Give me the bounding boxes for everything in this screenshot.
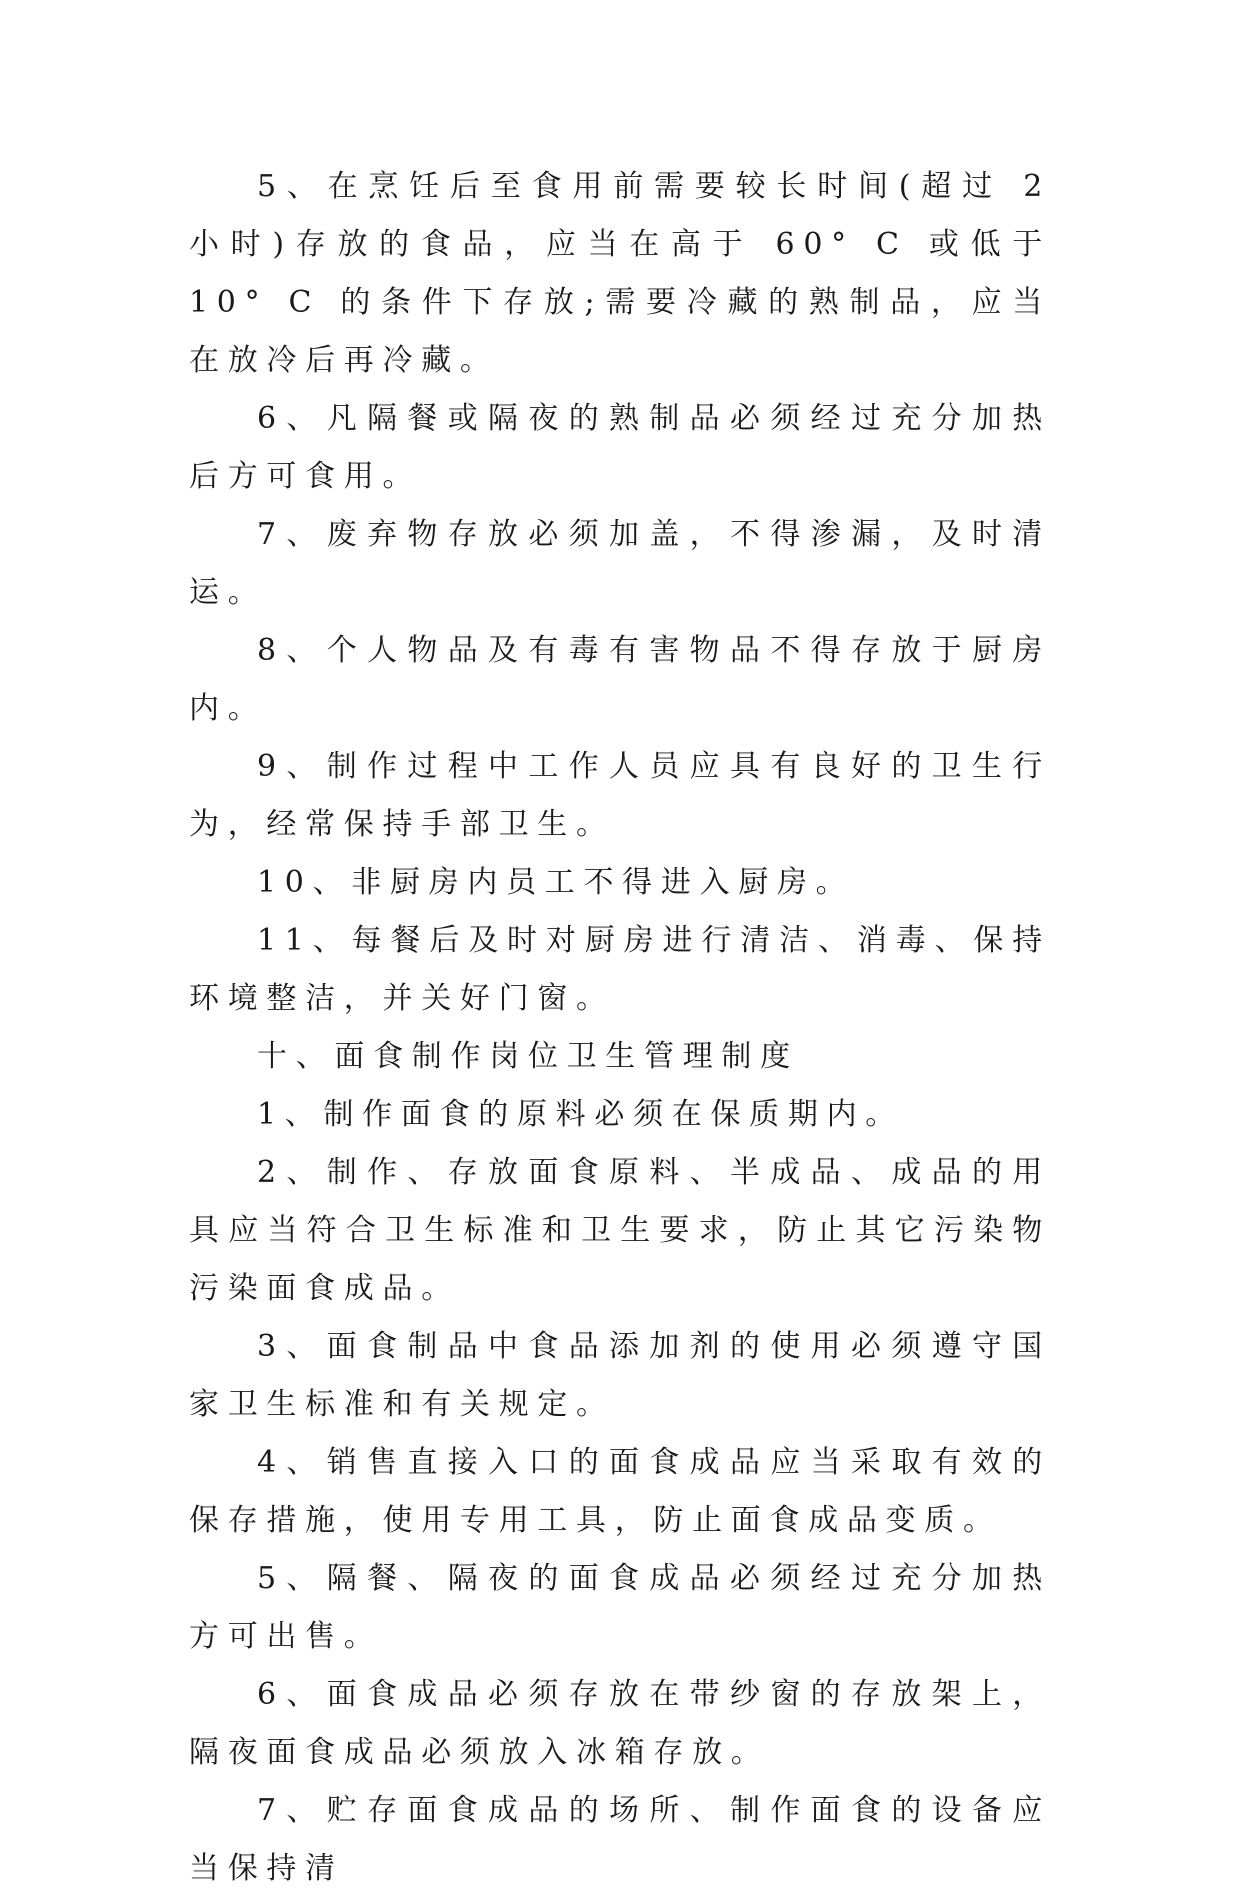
paragraph-sales-preservation: 4、销售直接入口的面食成品应当采取有效的保存措施，使用专用工具，防止面食成品变质。 [189,1445,1051,1538]
paragraph-personal-items: 8、个人物品及有毒有害物品不得存放于厨房内。 [189,633,1051,726]
paragraph-storage-premises: 7、贮存面食成品的场所、制作面食的设备应当保持清 [189,1793,1051,1886]
paragraph-reheat-pastry: 5、隔餐、隔夜的面食成品必须经过充分加热方可出售。 [189,1561,1051,1654]
section-heading-pastry: 十、面食制作岗位卫生管理制度 [257,1039,799,1074]
paragraph-reheat-leftovers: 6、凡隔餐或隔夜的熟制品必须经过充分加热后方可食用。 [189,401,1051,494]
document-body [189,158,1070,1898]
paragraph-storage-rack: 6、面食成品必须存放在带纱窗的存放架上，隔夜面食成品必须放入冰箱存放。 [189,1677,1051,1770]
paragraph-cleaning: 11、每餐后及时对厨房进行清洁、消毒、保持环境整洁，并关好门窗。 [189,923,1051,1016]
paragraph-staff-hygiene: 9、制作过程中工作人员应具有良好的卫生行为，经常保持手部卫生。 [189,749,1051,842]
paragraph-utensils: 2、制作、存放面食原料、半成品、成品的用具应当符合卫生标准和卫生要求，防止其它污染物污染面食成品。 [189,1155,1051,1306]
paragraph-raw-materials: 1、制作面食的原料必须在保质期内。 [257,1097,904,1132]
paragraph-cooked-food-storage: 5、在烹饪后至食用前需要较长时间(超过 2 小时)存放的食品，应当在高于 60° C 或低于 10° C 的条件下存放;需要冷藏的熟制品，应当在放冷后再冷藏。 [189,169,1070,378]
paragraph-waste-storage: 7、废弃物存放必须加盖，不得渗漏，及时清运。 [189,517,1051,610]
paragraph-additives: 3、面食制品中食品添加剂的使用必须遵守国家卫生标准和有关规定。 [189,1329,1051,1422]
paragraph-kitchen-access: 10、非厨房内员工不得进入厨房。 [257,865,855,900]
